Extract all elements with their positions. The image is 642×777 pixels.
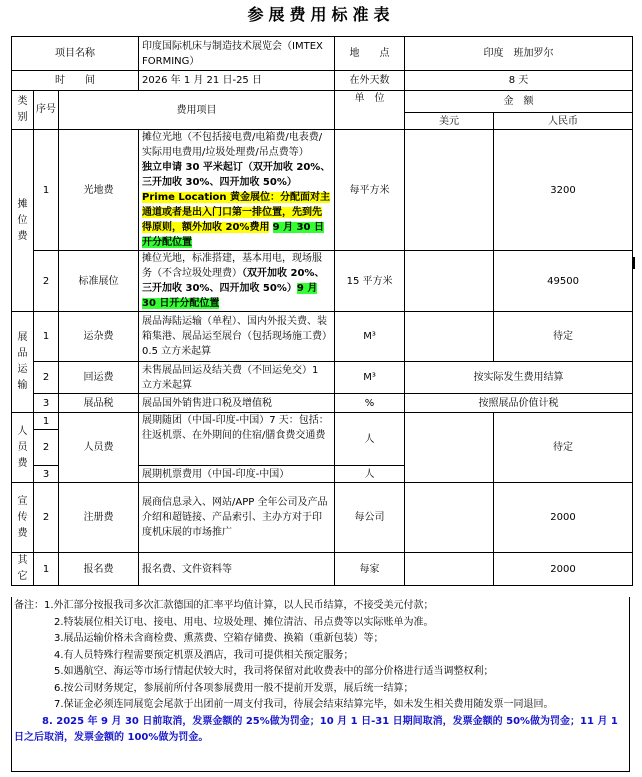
promo-row	[12, 483, 633, 553]
booth-2-rmb: 49500	[494, 251, 633, 312]
staff-category: 人员费	[12, 413, 34, 483]
promo-name: 注册费	[59, 483, 139, 553]
other-usd	[405, 553, 494, 586]
transport-3-name: 展品税	[59, 394, 139, 413]
transport-category: 展品运输	[12, 312, 34, 413]
location-label: 地 点	[335, 37, 405, 71]
note-3: 3.展品运输价格未含商检费、熏蒸费、空箱存储费、换箱（重新包装）等；	[54, 633, 384, 644]
booth-1-usd	[405, 130, 494, 251]
booth-1-seq: 1	[34, 130, 59, 251]
days-label: 在外天数	[335, 71, 405, 91]
booth-1-desc-yellow: Prime Location 黄金展位：分配面对主通道或者是出入门口第一排位置，先到先得原则，额外加收 20%费用	[142, 192, 330, 233]
note-2: 2.特装展位相关订电、接电、用电、垃圾处理、摊位清洁、吊点费等以实际账单为准。	[54, 616, 434, 628]
other-rmb: 2000	[494, 553, 633, 586]
booth-1-desc	[139, 130, 335, 251]
booth-2-desc-plain: 摊位光地，标准搭建，基本用电，现场服务（不含垃圾处理费）	[142, 253, 323, 279]
transport-row-2	[12, 362, 633, 394]
staff-unit-1: 人	[335, 413, 405, 466]
transport-2-unit: M³	[335, 362, 405, 394]
transport-row-1	[12, 312, 633, 362]
note-6: 6.按公司财务规定，参展前所付各项参展费用一般不提前开发票，展后统一结算；	[54, 682, 414, 694]
promo-unit: 每公司	[335, 483, 405, 553]
time-label: 时 间	[12, 71, 139, 91]
transport-1-usd	[405, 312, 494, 362]
staff-rmb: 待定	[494, 413, 633, 483]
transport-1-rmb: 待定	[494, 312, 633, 362]
note-8: 8. 2025 年 9 月 30 日前取消，发票金额的 25%做为罚金；10 月 1 日-31 日期间取消，发票金额的 50%做为罚金；11 月 1 日之后取消，发票金额的 100%做为罚金。	[14, 715, 618, 743]
booth-category: 摊位费	[12, 130, 34, 312]
edge-mark	[633, 257, 635, 269]
promo-seq: 2	[34, 483, 59, 553]
promo-rmb: 2000	[494, 483, 633, 553]
promo-usd	[405, 483, 494, 553]
promo-category: 宣传费	[12, 483, 34, 553]
transport-2-seq: 2	[34, 362, 59, 394]
booth-1-desc-bold: 独立申请 30 平米起订（双开加收 20%、三开加收 30%、四开加收 50%）	[142, 162, 331, 188]
booth-2-desc-bold: （双开加收 20%、三开加收 30%、四开加收 50%）	[142, 268, 325, 294]
location-value: 印度 班加罗尔	[405, 37, 633, 71]
transport-3-desc: 展品国外销售进口税及增值税	[139, 394, 335, 413]
transport-3-amount: 按照展品价值计税	[405, 394, 633, 413]
staff-seq-2: 2	[34, 430, 59, 466]
other-name: 报名费	[59, 553, 139, 586]
transport-1-desc: 展品海陆运输（单程）、国内外报关费、装箱集港、展品运至展台（包括现场施工费）0.5 立方米起算	[139, 312, 335, 362]
header-row-project	[12, 37, 633, 71]
other-category: 其它	[12, 553, 34, 586]
col-item: 费用项目	[59, 91, 335, 130]
booth-2-desc	[139, 251, 335, 312]
note-1	[14, 598, 627, 615]
staff-seq-3: 3	[34, 466, 59, 483]
booth-1-name: 光地费	[59, 130, 139, 251]
fee-table	[11, 36, 633, 586]
staff-unit-2: 人	[335, 466, 405, 483]
notes-label: 备注：	[14, 600, 44, 611]
col-category: 类别	[12, 91, 34, 130]
staff-desc-2: 展期机票费用（中国-印度-中国）	[139, 466, 335, 483]
col-unit: 单 位	[335, 91, 405, 130]
col-amount: 金 额	[405, 91, 633, 113]
header-row-time	[12, 71, 633, 91]
col-usd: 美元	[405, 113, 494, 130]
booth-1-desc-plain: 摊位光地（不包括接电费/电箱费/电表费/实际用电费用/垃圾处理费/吊点费等）	[142, 132, 323, 158]
booth-2-usd	[405, 251, 494, 312]
note-5: 5.如遇航空、海运等市场行情起伏较大时，我司将保留对此收费表中的部分价格进行适当调整权利；	[54, 666, 494, 677]
transport-1-name: 运杂费	[59, 312, 139, 362]
booth-row-2	[12, 251, 633, 312]
transport-row-3	[12, 394, 633, 413]
other-desc: 报名费、文件资料等	[139, 553, 335, 586]
project-label: 项目名称	[12, 37, 139, 71]
booth-2-unit: 15 平方米	[335, 251, 405, 312]
booth-1-desc-green: 9 月 30 日开分配位置	[142, 222, 324, 248]
other-seq: 1	[34, 553, 59, 586]
booth-2-desc-green: 9 月 30 日开分配位置	[142, 283, 318, 309]
note-7: 7.保证金必须连同展览会尾款于出团前一周支付我司，待展会结束结算完毕，如未发生相关费用随发票一同退回。	[54, 699, 554, 710]
time-value: 2026 年 1 月 21 日-25 日	[139, 71, 335, 91]
other-row	[12, 553, 633, 586]
staff-seq-1: 1	[34, 413, 59, 430]
staff-row-1	[12, 413, 633, 430]
booth-2-seq: 2	[34, 251, 59, 312]
col-rmb: 人民币	[494, 113, 633, 130]
transport-2-name: 回运费	[59, 362, 139, 394]
staff-name: 人员费	[59, 413, 139, 483]
booth-2-name: 标准展位	[59, 251, 139, 312]
col-seq: 序号	[34, 91, 59, 130]
transport-1-unit: M³	[335, 312, 405, 362]
promo-desc: 展商信息录入、网站/APP 全年公司及产品介绍和超链接、产品索引、主办方对于印度机床展的市场推广	[139, 483, 335, 553]
note-4: 4.有人员特殊行程需要预定机票及酒店，我司可提供相关预定服务；	[54, 649, 354, 661]
staff-usd	[405, 413, 494, 483]
transport-3-unit: %	[335, 394, 405, 413]
note-1-text: 1.外汇部分按报我司多次汇款德国的汇率平均值计算，以人民币结算，不接受美元付款；	[44, 600, 434, 611]
days-value: 8 天	[405, 71, 633, 91]
page-title: 参展费用标准表	[247, 5, 395, 24]
staff-desc-1: 展期随团（中国-印度-中国）7 天：包括：往返机票、在外期间的住宿/膳食费交通费	[139, 413, 335, 466]
booth-row-1	[12, 130, 633, 251]
column-header-row	[12, 91, 633, 113]
transport-1-seq: 1	[34, 312, 59, 362]
booth-1-rmb: 3200	[494, 130, 633, 251]
project-value: 印度国际机床与制造技术展览会（IMTEX FORMING）	[139, 37, 335, 71]
booth-1-unit: 每平方米	[335, 130, 405, 251]
transport-2-amount: 按实际发生费用结算	[405, 362, 633, 394]
other-unit: 每家	[335, 553, 405, 586]
transport-3-seq: 3	[34, 394, 59, 413]
notes-section	[11, 597, 630, 772]
transport-2-desc: 未售展品回运及结关费（不回运免交）1 立方米起算	[139, 362, 335, 394]
